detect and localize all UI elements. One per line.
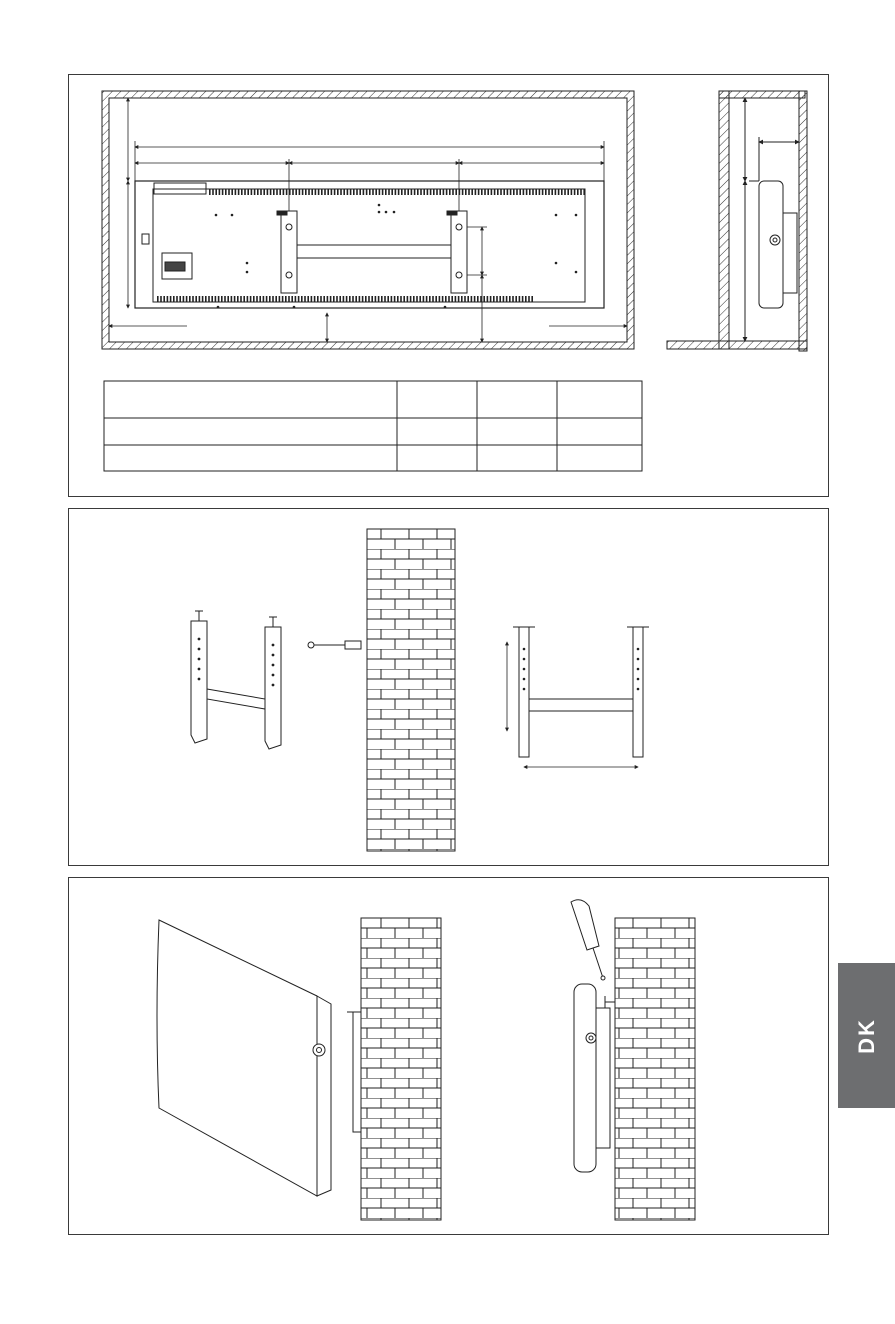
grille-slot (551, 189, 553, 195)
grille-slot (455, 296, 457, 302)
grille-slot (333, 296, 335, 302)
grille-slot (539, 189, 541, 195)
grille-slot (451, 296, 453, 302)
grille-slot (304, 296, 306, 302)
grille-slot (315, 189, 317, 195)
grille-slot (503, 189, 505, 195)
grille-slot (519, 189, 521, 195)
grille-slot (465, 189, 467, 195)
grille-slot (493, 296, 495, 302)
grille-slot (413, 296, 415, 302)
brick-wall-left (361, 918, 441, 1220)
grille-slot (279, 296, 281, 302)
grille-slot (327, 296, 329, 302)
grille-slot (381, 296, 383, 302)
grille-slot (528, 296, 530, 302)
grille-slot (167, 296, 169, 302)
grille-slot (423, 189, 425, 195)
grille-slot (302, 189, 304, 195)
grille-slot (532, 189, 534, 195)
grille-slot (186, 296, 188, 302)
grille-slot (548, 189, 550, 195)
front-view-wall (102, 91, 634, 349)
grille-slot (446, 189, 448, 195)
grille-slot (295, 189, 297, 195)
grille-slot (439, 189, 441, 195)
grille-slot (305, 189, 307, 195)
grille-slot (513, 189, 515, 195)
grille-slot (387, 296, 389, 302)
grille-slot (205, 296, 207, 302)
grille-slot (577, 189, 579, 195)
grille-slot (353, 189, 355, 195)
grille-slot (414, 189, 416, 195)
grille-slot (509, 296, 511, 302)
grille-slot (179, 296, 181, 302)
grille-slot (231, 189, 233, 195)
grille-slot (272, 296, 274, 302)
grille-slot (318, 189, 320, 195)
grille-slot (317, 296, 319, 302)
clearance-diagram-panel (68, 74, 829, 497)
grille-slot (340, 189, 342, 195)
hanging-heater-panel (68, 877, 829, 1235)
grille-slot (487, 296, 489, 302)
grille-slot (410, 296, 412, 302)
grille-slot (500, 189, 502, 195)
grille-slot (282, 296, 284, 302)
bracket-front-view (513, 627, 649, 757)
grille-slot (183, 296, 185, 302)
grille-slot (496, 296, 498, 302)
grille-slot (483, 296, 485, 302)
grille-slot (471, 189, 473, 195)
grille-slot (221, 296, 223, 302)
grille-slot (291, 296, 293, 302)
grille-slot (385, 189, 387, 195)
grille-slot (225, 189, 227, 195)
grille-slot (308, 189, 310, 195)
grille-slot (567, 189, 569, 195)
grille-slot (176, 296, 178, 302)
grille-slot (545, 189, 547, 195)
side-view (667, 91, 807, 351)
grille-slot (529, 189, 531, 195)
grille-slot (571, 189, 573, 195)
grille-slot (369, 189, 371, 195)
grille-slot (404, 189, 406, 195)
grille-slot (212, 189, 214, 195)
grille-slot (375, 189, 377, 195)
grille-slot (442, 296, 444, 302)
grille-slot (227, 296, 229, 302)
grille-slot (288, 296, 290, 302)
grille-slot (359, 296, 361, 302)
grille-slot (435, 296, 437, 302)
grille-slot (478, 189, 480, 195)
screw-and-wall-plug (308, 641, 361, 649)
grille-slot (411, 189, 413, 195)
grille-slot (526, 189, 528, 195)
brick-wall (367, 529, 455, 851)
clearance-drawing (69, 75, 830, 498)
wall-bracket-left (347, 1012, 361, 1132)
grille-slot (285, 296, 287, 302)
grille-slot (516, 189, 518, 195)
grille-slot (455, 189, 457, 195)
grille-slot (275, 296, 277, 302)
grille-slot (263, 296, 265, 302)
grille-slot (499, 296, 501, 302)
grille-slot (199, 296, 201, 302)
grille-slot (494, 189, 496, 195)
grille-slot (506, 296, 508, 302)
grille-slot (522, 296, 524, 302)
grille-slot (471, 296, 473, 302)
language-tab (838, 963, 895, 1108)
grille-slot (503, 296, 505, 302)
grille-slot (372, 189, 374, 195)
grille-slot (215, 189, 217, 195)
grille-slot (298, 296, 300, 302)
grille-slot (481, 189, 483, 195)
grille-slot (330, 296, 332, 302)
grille-slot (292, 189, 294, 195)
grille-slot (244, 189, 246, 195)
grille-slot (491, 189, 493, 195)
grille-slot (295, 296, 297, 302)
grille-slot (535, 189, 537, 195)
grille-slot (359, 189, 361, 195)
grille-slot (448, 296, 450, 302)
grille-slot (427, 189, 429, 195)
grille-slot (279, 189, 281, 195)
grille-slot (253, 296, 255, 302)
bracket-assembly-drawing (69, 509, 830, 867)
grille-slot (170, 296, 172, 302)
grille-slot (208, 296, 210, 302)
grille-slot (426, 296, 428, 302)
brick-wall-right (615, 918, 695, 1220)
grille-slot (192, 296, 194, 302)
grille-slot (336, 296, 338, 302)
grille-slot (375, 296, 377, 302)
grille-slot (195, 296, 197, 302)
grille-slot (259, 296, 261, 302)
grille-slot (397, 296, 399, 302)
grille-slot (254, 189, 256, 195)
grille-slot (263, 189, 265, 195)
grille-slot (323, 296, 325, 302)
grille-slot (368, 296, 370, 302)
grille-slot (299, 189, 301, 195)
grille-slot (407, 189, 409, 195)
bracket-assembly-panel (68, 508, 829, 866)
grille-slot (276, 189, 278, 195)
grille-slot (403, 296, 405, 302)
grille-slot (347, 189, 349, 195)
grille-slot (211, 296, 213, 302)
grille-slot (160, 296, 162, 302)
grille-slot (391, 296, 393, 302)
grille-slot (339, 296, 341, 302)
grille-slot (231, 296, 233, 302)
grille-slot (337, 189, 339, 195)
language-tab-label: DK (853, 1017, 879, 1054)
grille-slot (433, 189, 435, 195)
grille-slot (531, 296, 533, 302)
grille-slot (430, 189, 432, 195)
grille-slot (510, 189, 512, 195)
grille-slot (349, 296, 351, 302)
grille-slot (266, 296, 268, 302)
grille-slot (240, 296, 242, 302)
grille-slot (267, 189, 269, 195)
grille-slot (384, 296, 386, 302)
grille-slot (343, 296, 345, 302)
grille-slot (331, 189, 333, 195)
grille-slot (394, 296, 396, 302)
heater-isometric (157, 920, 331, 1196)
grille-slot (247, 296, 249, 302)
grille-slot (462, 189, 464, 195)
grille-slot (269, 296, 271, 302)
grille-slot (452, 189, 454, 195)
grille-slot (363, 189, 365, 195)
grille-slot (475, 189, 477, 195)
grille-slot (365, 296, 367, 302)
grille-slot (449, 189, 451, 195)
grille-slot (209, 189, 211, 195)
grille-slot (391, 189, 393, 195)
grille-slot (468, 189, 470, 195)
grille-slot (314, 296, 316, 302)
grille-slot (388, 189, 390, 195)
grille-slot (564, 189, 566, 195)
grille-slot (439, 296, 441, 302)
grille-slot (222, 189, 224, 195)
grille-slot (497, 189, 499, 195)
grille-slot (523, 189, 525, 195)
grille-slot (250, 296, 252, 302)
grille-slot (423, 296, 425, 302)
grille-slot (484, 189, 486, 195)
grille-slot (480, 296, 482, 302)
grille-slot (320, 296, 322, 302)
grille-slot (234, 296, 236, 302)
grille-slot (512, 296, 514, 302)
grille-slot (215, 296, 217, 302)
grille-slot (352, 296, 354, 302)
grille-slot (350, 189, 352, 195)
grille-slot (583, 189, 585, 195)
grille-slot (286, 189, 288, 195)
grille-slot (519, 296, 521, 302)
grille-slot (429, 296, 431, 302)
grille-slot (157, 296, 159, 302)
grille-slot (283, 189, 285, 195)
grille-slot (515, 296, 517, 302)
grille-slot (436, 189, 438, 195)
grille-slot (490, 296, 492, 302)
grille-slot (327, 189, 329, 195)
grille-slot (243, 296, 245, 302)
grille-slot (417, 189, 419, 195)
grille-slot (400, 296, 402, 302)
grille-slot (416, 296, 418, 302)
grille-slot (401, 189, 403, 195)
grille-slot (311, 296, 313, 302)
grille-slot (561, 189, 563, 195)
grille-slot (260, 189, 262, 195)
grille-slot (173, 296, 175, 302)
grille-slot (477, 296, 479, 302)
grille-slot (334, 189, 336, 195)
grille-slot (218, 296, 220, 302)
grille-slot (301, 296, 303, 302)
grille-slot (189, 296, 191, 302)
grille-slot (238, 189, 240, 195)
grille-slot (251, 189, 253, 195)
grille-slot (343, 189, 345, 195)
grille-slot (382, 189, 384, 195)
hanging-heater-drawing (69, 878, 830, 1236)
grille-slot (362, 296, 364, 302)
grille-slot (420, 189, 422, 195)
grille-slot (202, 296, 204, 302)
grille-slot (398, 189, 400, 195)
grille-slot (378, 296, 380, 302)
grille-slot (395, 189, 397, 195)
grille-slot (270, 189, 272, 195)
grille-slot (371, 296, 373, 302)
grille-slot (324, 189, 326, 195)
grille-slot (256, 296, 258, 302)
grille-slot (407, 296, 409, 302)
grille-slot (356, 189, 358, 195)
grille-slot (580, 189, 582, 195)
grille-slot (241, 189, 243, 195)
grille-slot (464, 296, 466, 302)
grille-slot (355, 296, 357, 302)
bracket-isometric (191, 611, 281, 749)
grille-slot (542, 189, 544, 195)
grille-slot (257, 189, 259, 195)
grille-slot (311, 189, 313, 195)
grille-slot (467, 296, 469, 302)
grille-slot (419, 296, 421, 302)
grille-slot (228, 189, 230, 195)
grille-slot (219, 189, 221, 195)
grille-slot (443, 189, 445, 195)
grille-slot (525, 296, 527, 302)
grille-slot (458, 296, 460, 302)
grille-slot (237, 296, 239, 302)
grille-slot (163, 296, 165, 302)
screwdriver-icon (571, 900, 605, 980)
grille-slot (555, 189, 557, 195)
grille-slot (507, 189, 509, 195)
grille-slot (558, 189, 560, 195)
grille-slot (366, 189, 368, 195)
heater-side-on-wall (574, 984, 615, 1172)
grille-slot (379, 189, 381, 195)
grille-slot (321, 189, 323, 195)
grille-slot (432, 296, 434, 302)
grille-slot (445, 296, 447, 302)
grille-slot (474, 296, 476, 302)
grille-slot (461, 296, 463, 302)
grille-slot (307, 296, 309, 302)
grille-slot (487, 189, 489, 195)
grille-slot (574, 189, 576, 195)
grille-slot (235, 189, 237, 195)
grille-slot (273, 189, 275, 195)
grille-slot (224, 296, 226, 302)
grille-slot (346, 296, 348, 302)
dimension-table (104, 381, 642, 471)
grille-slot (247, 189, 249, 195)
